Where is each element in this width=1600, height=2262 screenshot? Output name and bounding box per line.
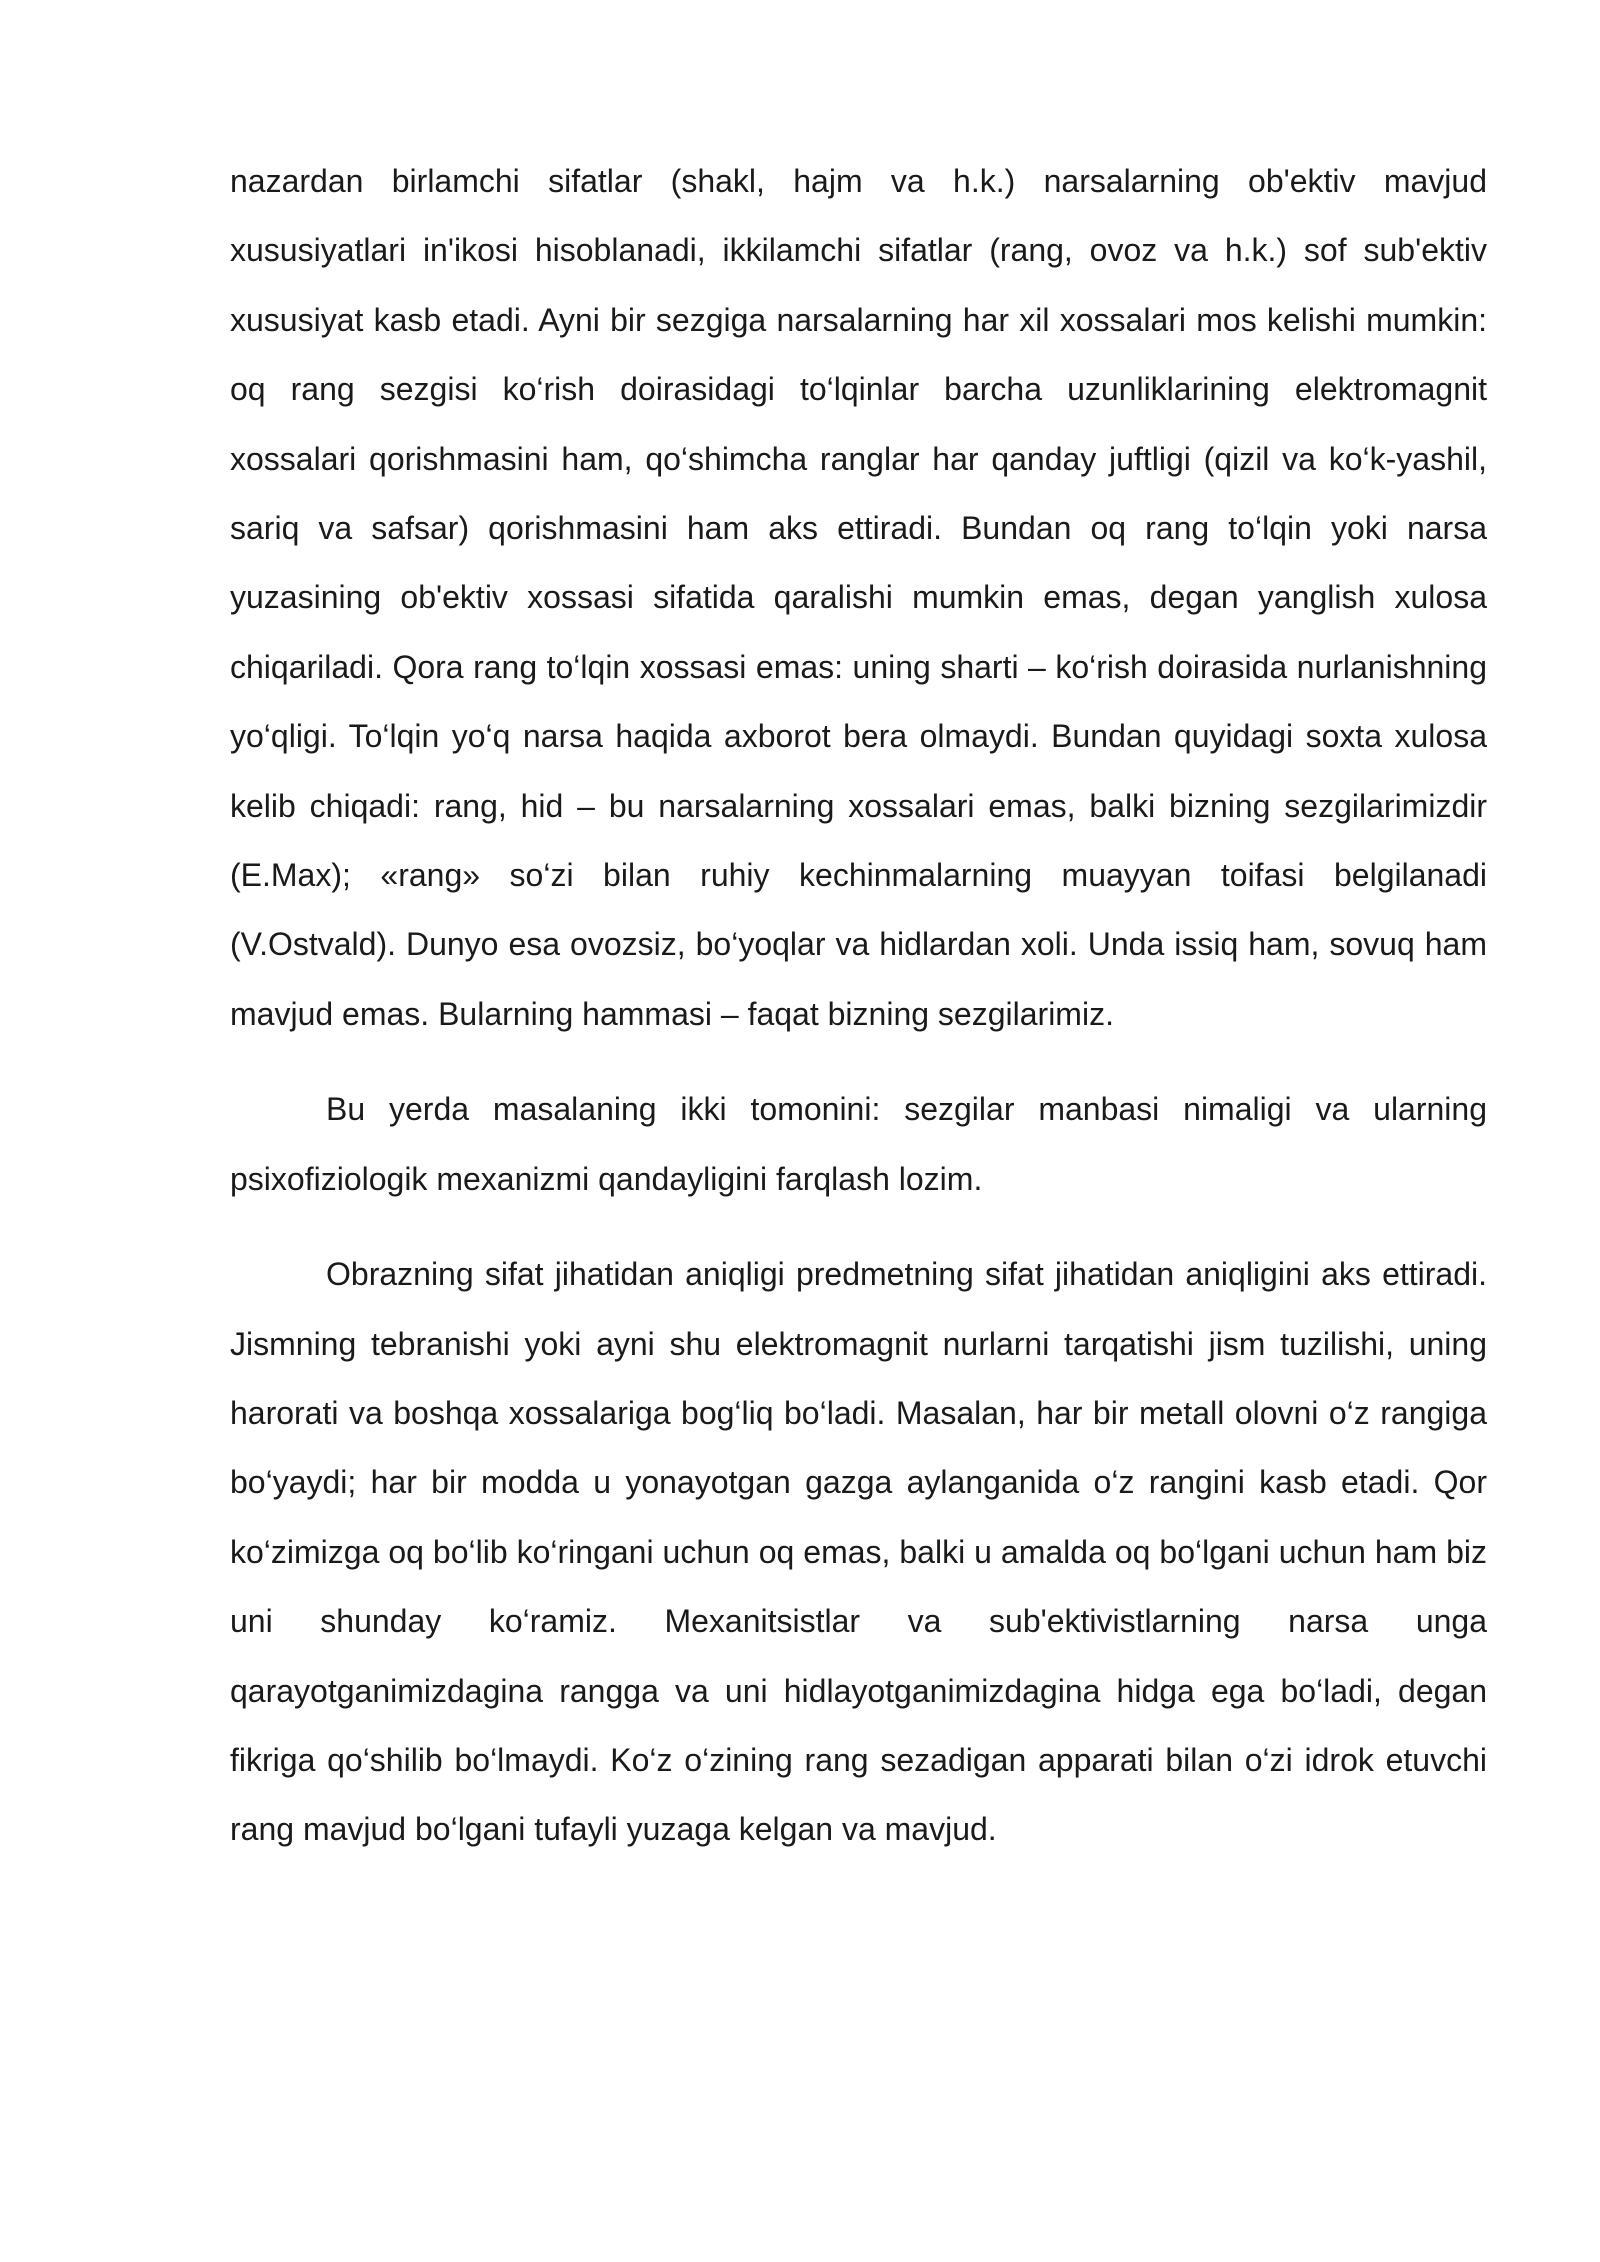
paragraph-3: Obrazning sifat jihatidan aniqligi predmetning sifat jihatidan aniqligini aks ettiradi. Jismning tebranishi yoki ayni shu elektromagnit nurlarni tarqatishi jism tuzilishi, uning harorati va boshqa xossalariga bog‘liq bo‘ladi. Masalan, har bir metall olovni o‘z rangiga bo‘yaydi; har bir modda u yonayotgan gazga aylanganida o‘z rangini kasb etadi. Qor ko‘zimizga oq bo‘lib ko‘ringani uchun oq emas, balki u amalda oq bo‘lgani uchun ham biz uni shunday ko‘ramiz. Mexanitsistlar va sub'ektivistlarning narsa unga qarayotganimizdagina rangga va uni hidlayotganimizdagina hidga ega bo‘ladi, degan fikriga qo‘shilib bo‘lmaydi. Ko‘z o‘zining rang sezadigan apparati bilan o‘zi idrok etuvchi rang mavjud bo‘lgani tufayli yuzaga kelgan va mavjud.: [230, 1256, 1487, 1848]
paragraph-2: Bu yerda masalaning ikki tomonini: sezgilar manbasi nimaligi va ularning psixofiziologik mexanizmi qandayligini farqlash lozim.: [230, 1091, 1487, 1197]
paragraph-1: nazardan birlamchi sifatlar (shakl, hajm va h.k.) narsalarning ob'ektiv mavjud xususiyatlari in'ikosi hisoblanadi, ikkilamchi sifatlar (rang, ovoz va h.k.) sof sub'ektiv xususiyat kasb etadi. Ayni bir sezgiga narsalarning har xil xossalari mos kelishi mumkin: oq rang sezgisi ko‘rish doirasidagi to‘lqinlar barcha uzunliklarining elektromagnit xossalari qorishmasini ham, qo‘shimcha ranglar har qanday juftligi (qizil va ko‘k-yashil, sariq va safsar) qorishmasini ham aks ettiradi. Bundan oq rang to‘lqin yoki narsa yuzasining ob'ektiv xossasi sifatida qaralishi mumkin emas, degan yanglish xulosa chiqariladi. Qora rang to‘lqin xossasi emas: uning sharti – ko‘rish doirasida nurlanishning yo‘qligi. To‘lqin yo‘q narsa haqida axborot bera olmaydi. Bundan quyidagi soxta xulosa kelib chiqadi: rang, hid – bu narsalarning xossalari emas, balki bizning sezgilarimizdir (E.Max); «rang» so‘zi bilan ruhiy kechinmalarning muayyan toifasi belgilanadi (V.Ostvald). Dunyo esa ovozsiz, bo‘yoqlar va hidlardan xoli. Unda issiq ham, sovuq ham mavjud emas. Bularning hammasi – faqat bizning sezgilarimiz.: [230, 163, 1487, 1032]
document-body: [230, 147, 1487, 1865]
